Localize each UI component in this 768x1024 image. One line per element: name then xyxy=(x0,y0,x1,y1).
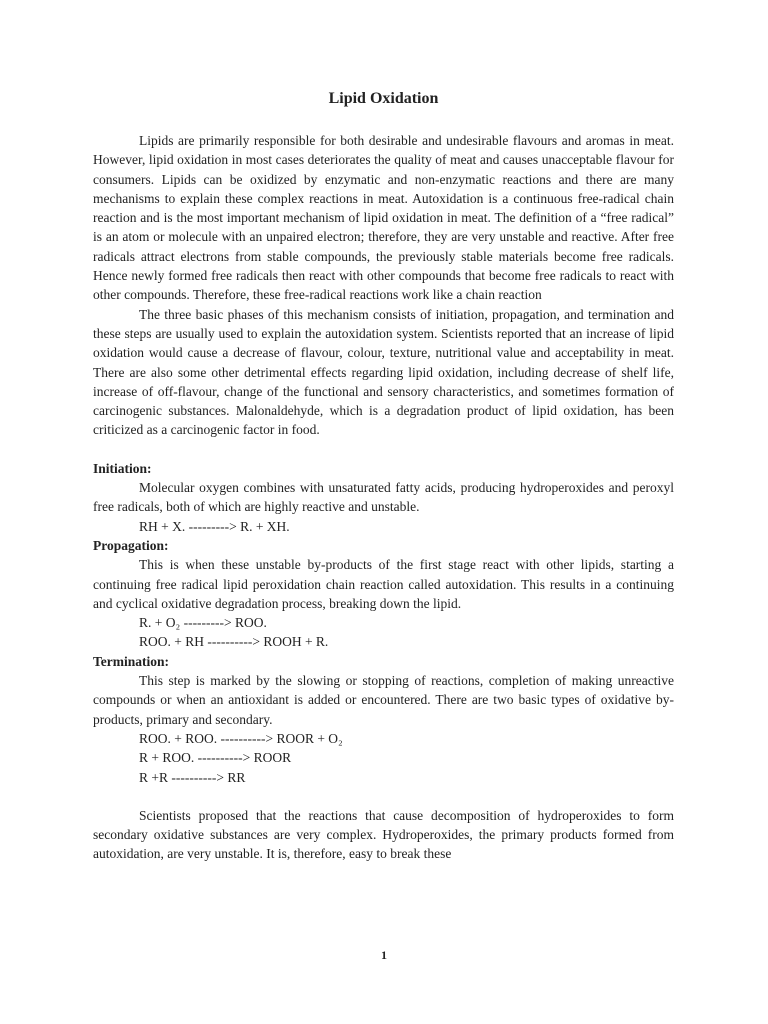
propagation-section xyxy=(93,536,674,652)
reaction-equation: R. + O₂ ---------> ROO. xyxy=(139,615,267,631)
section-spacer xyxy=(93,787,674,806)
reaction-equation: ROO. + RH ----------> ROOH + R. xyxy=(139,634,329,650)
page-number: 1 xyxy=(381,948,387,962)
reaction-equation: ROO. + ROO. ----------> ROOR + O₂ xyxy=(139,730,343,746)
section-paragraph: This step is marked by the slowing or stopping of reactions, completion of making unreactive compounds or when an antioxidant is added or encountered. There are two basic types of oxidative by-products, primary and secondary. xyxy=(93,673,674,727)
section-paragraph: Molecular oxygen combines with unsaturated fatty acids, producing hydroperoxides and peroxyl free radicals, both of which are highly reactive and unstable. xyxy=(93,480,674,515)
section-heading-initiation: Initiation: xyxy=(93,460,152,476)
reaction-equation: R +R ----------> RR xyxy=(139,769,246,785)
intro-paragraph: The three basic phases of this mechanism consists of initiation, propagation, and termination and these steps are usually used to explain the autoxidation system. Scientists reported that an increase of lipid oxidation would cause a decrease of flavour, colour, texture, nutritional value and acceptability in meat. There are also some other detrimental effects regarding lipid oxidation, including decrease of shelf life, increase of off-flavour, change of the functional and sensory characteristics, and sometimes formation of carcinogenic substances. Malonaldehyde, which is a degradation product of lipid oxidation, has been criticized as a carcinogenic factor in food. xyxy=(93,306,674,438)
closing-paragraph: Scientists proposed that the reactions that cause decomposition of hydroperoxides to form secondary oxidative substances are very complex. Hydroperoxides, the primary products formed from autoxidation, are very unstable. It is, therefore, easy to break these xyxy=(93,807,674,862)
initiation-section xyxy=(93,459,674,536)
section-spacer xyxy=(93,440,674,459)
reaction-equation: RH + X. ---------> R. + XH. xyxy=(139,518,290,534)
page-title: Lipid Oxidation xyxy=(328,90,439,107)
termination-section xyxy=(93,652,674,787)
reaction-equation: R + ROO. ----------> ROOR xyxy=(139,750,292,766)
intro-paragraph: Lipids are primarily responsible for both desirable and undesirable flavours and aromas in meat. However, lipid oxidation in most cases deteriorates the quality of meat and causes unacceptable flavour for consumers. Lipids can be oxidized by enzymatic and non-enzymatic reactions and there are many mechanisms to explain these complex reactions in meat. Autoxidation is a continuous free-radical chain reaction and is the most important mechanism of lipid oxidation in meat. The definition of a “free radical” is an atom or molecule with an unpaired electron; therefore, they are very unstable and reactive. After free radicals attract electrons from stable compounds, the previously stable materials become free radicals. Hence newly formed free radicals then react with other compounds that become free radicals to react with other compounds. Therefore, these free-radical reactions work like a chain reaction xyxy=(93,133,674,303)
section-paragraph: This is when these unstable by-products of the first stage react with other lipids, starting a continuing free radical lipid peroxidation chain reaction called autoxidation. This results in a continuing and cyclical oxidative degradation process, breaking down the lipid. xyxy=(93,557,674,611)
section-heading-propagation: Propagation: xyxy=(93,537,169,553)
section-heading-termination: Termination: xyxy=(93,653,170,669)
